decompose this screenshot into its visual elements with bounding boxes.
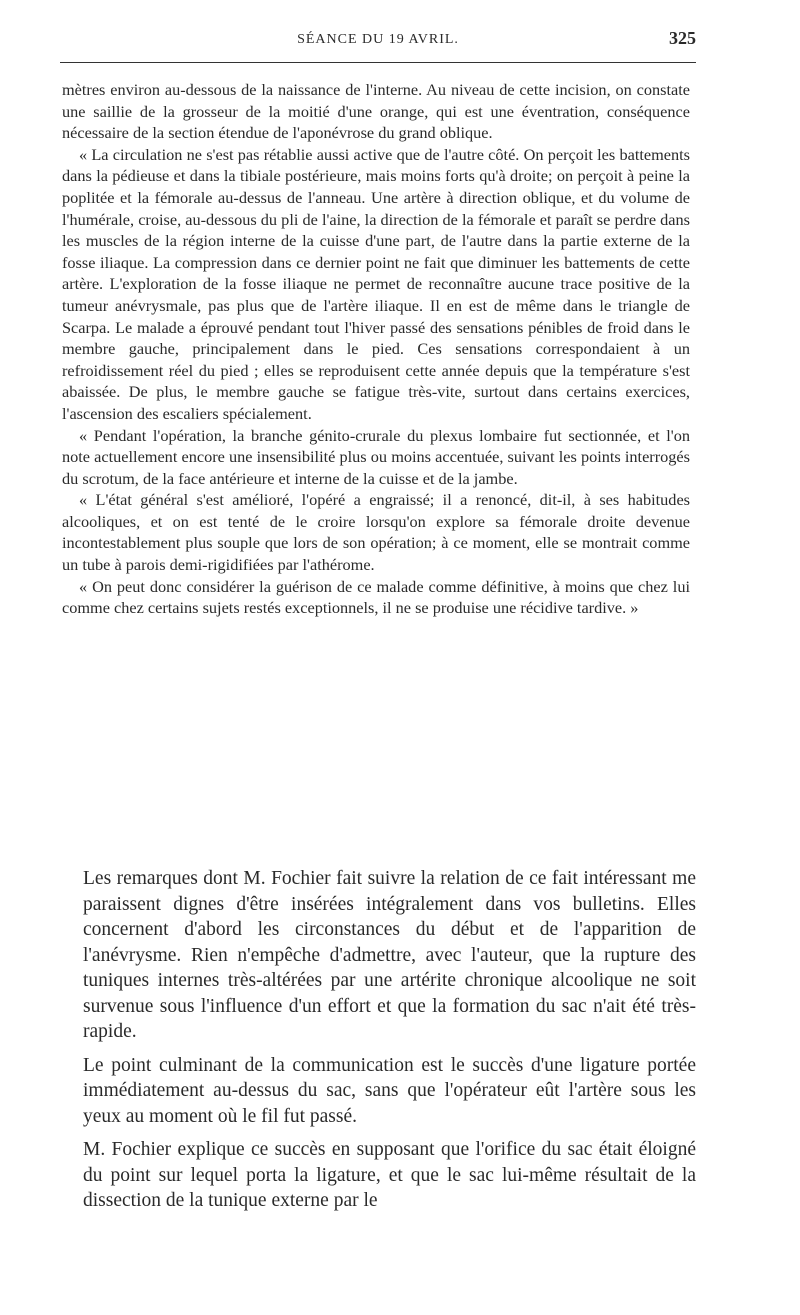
body-paragraph: M. Fochier explique ce succès en supposant que l'orifice du sac était éloigné du point sur lequel porta la ligature, et que le sac lui-même résultait de la dissection de la tunique externe par le: [83, 1139, 696, 1211]
quoted-observation: [62, 79, 690, 619]
quote-paragraph: « On peut donc considérer la guérison de ce malade comme définitive, à moins que chez lui comme chez certains sujets restés exceptionnels, il ne se produise une récidive tardive. »: [62, 576, 690, 618]
quote-paragraph: « Pendant l'opération, la branche génito-crurale du plexus lombaire fut sectionnée, et l'on note actuellement encore une insensibilité plus ou moins accentuée, suivant les points interrogés du scrotum, de la face antérieure et interne de la cuisse et de la jambe.: [62, 425, 690, 488]
quote-paragraph: mètres environ au-dessous de la naissance de l'interne. Au niveau de cette incision, on constate une saillie de la grosseur de la moitié d'une orange, qui est une éventration, conséquence nécessaire de la section étendue de l'aponévrose du grand oblique.: [62, 80, 690, 143]
header-rule: [60, 62, 696, 63]
body-paragraph: Le point culminant de la communication est le succès d'une ligature portée immédiatement au-dessus du sac, sans que l'opérateur eût l'artère sous les yeux au moment où le fil fut passé.: [83, 1054, 696, 1127]
running-head: [60, 26, 696, 56]
quote-paragraph: « L'état général s'est amélioré, l'opéré a engraissé; il a renoncé, dit-il, à ses habitudes alcooliques, et on est tenté de le croire lorsqu'on explore sa fémorale droite devenue incontestablement plus souple que lors de son opération; à ce moment, elle se montrait comme un tube à parois demi-rigidifiées par l'athérome.: [62, 490, 690, 575]
body-paragraph: Les remarques dont M. Fochier fait suivre la relation de ce fait intéressant me paraissent dignes d'être insérées intégralement dans vos bulletins. Elles concernent d'abord les circonstances du début et de l'apparition de l'anévrysme. Rien n'empêche d'admettre, avec l'auteur, que la rupture des tuniques internes très-altérées par une artérite chronique alcoolique ne soit survenue sous l'influence d'un effort et que la formation du sac n'ait été très-rapide.: [83, 868, 696, 1042]
quote-paragraph: « La circulation ne s'est pas rétablie aussi active que de l'autre côté. On perçoit les battements dans la pédieuse et dans la tibiale postérieure, mais moins forts qu'à droite; on perçoit à peine la poplitée et la fémorale au-dessus de l'anneau. Une artère à direction oblique, et du volume de l'humérale, croise, au-dessous du pli de l'aine, la direction de la fémorale et paraît se perdre dans les muscles de la région interne de la cuisse d'une part, de l'autre dans la partie externe de la fosse iliaque. La compression dans ce dernier point ne fait que diminuer les battements de cette artère. L'exploration de la fosse iliaque ne permet de reconnaître aucune trace positive de la tumeur anévrysmale, pas plus que de l'artère iliaque. Il en est de même dans le triangle de Scarpa. Le malade a éprouvé pendant tout l'hiver passé des sensations pénibles de froid dans le membre gauche, principalement dans le pied. Ces sensations correspondaient à un refroidissement réel du pied ; elles se reproduisent cette année depuis que la température s'est abaissée. De plus, le membre gauche se fatigue très-vite, surtout dans certains exercices, l'ascension des escaliers spécialement.: [62, 144, 690, 423]
page-number: 325: [669, 28, 696, 48]
running-title: SÉANCE DU 19 AVRIL.: [297, 32, 459, 47]
report-body: [83, 866, 696, 1222]
